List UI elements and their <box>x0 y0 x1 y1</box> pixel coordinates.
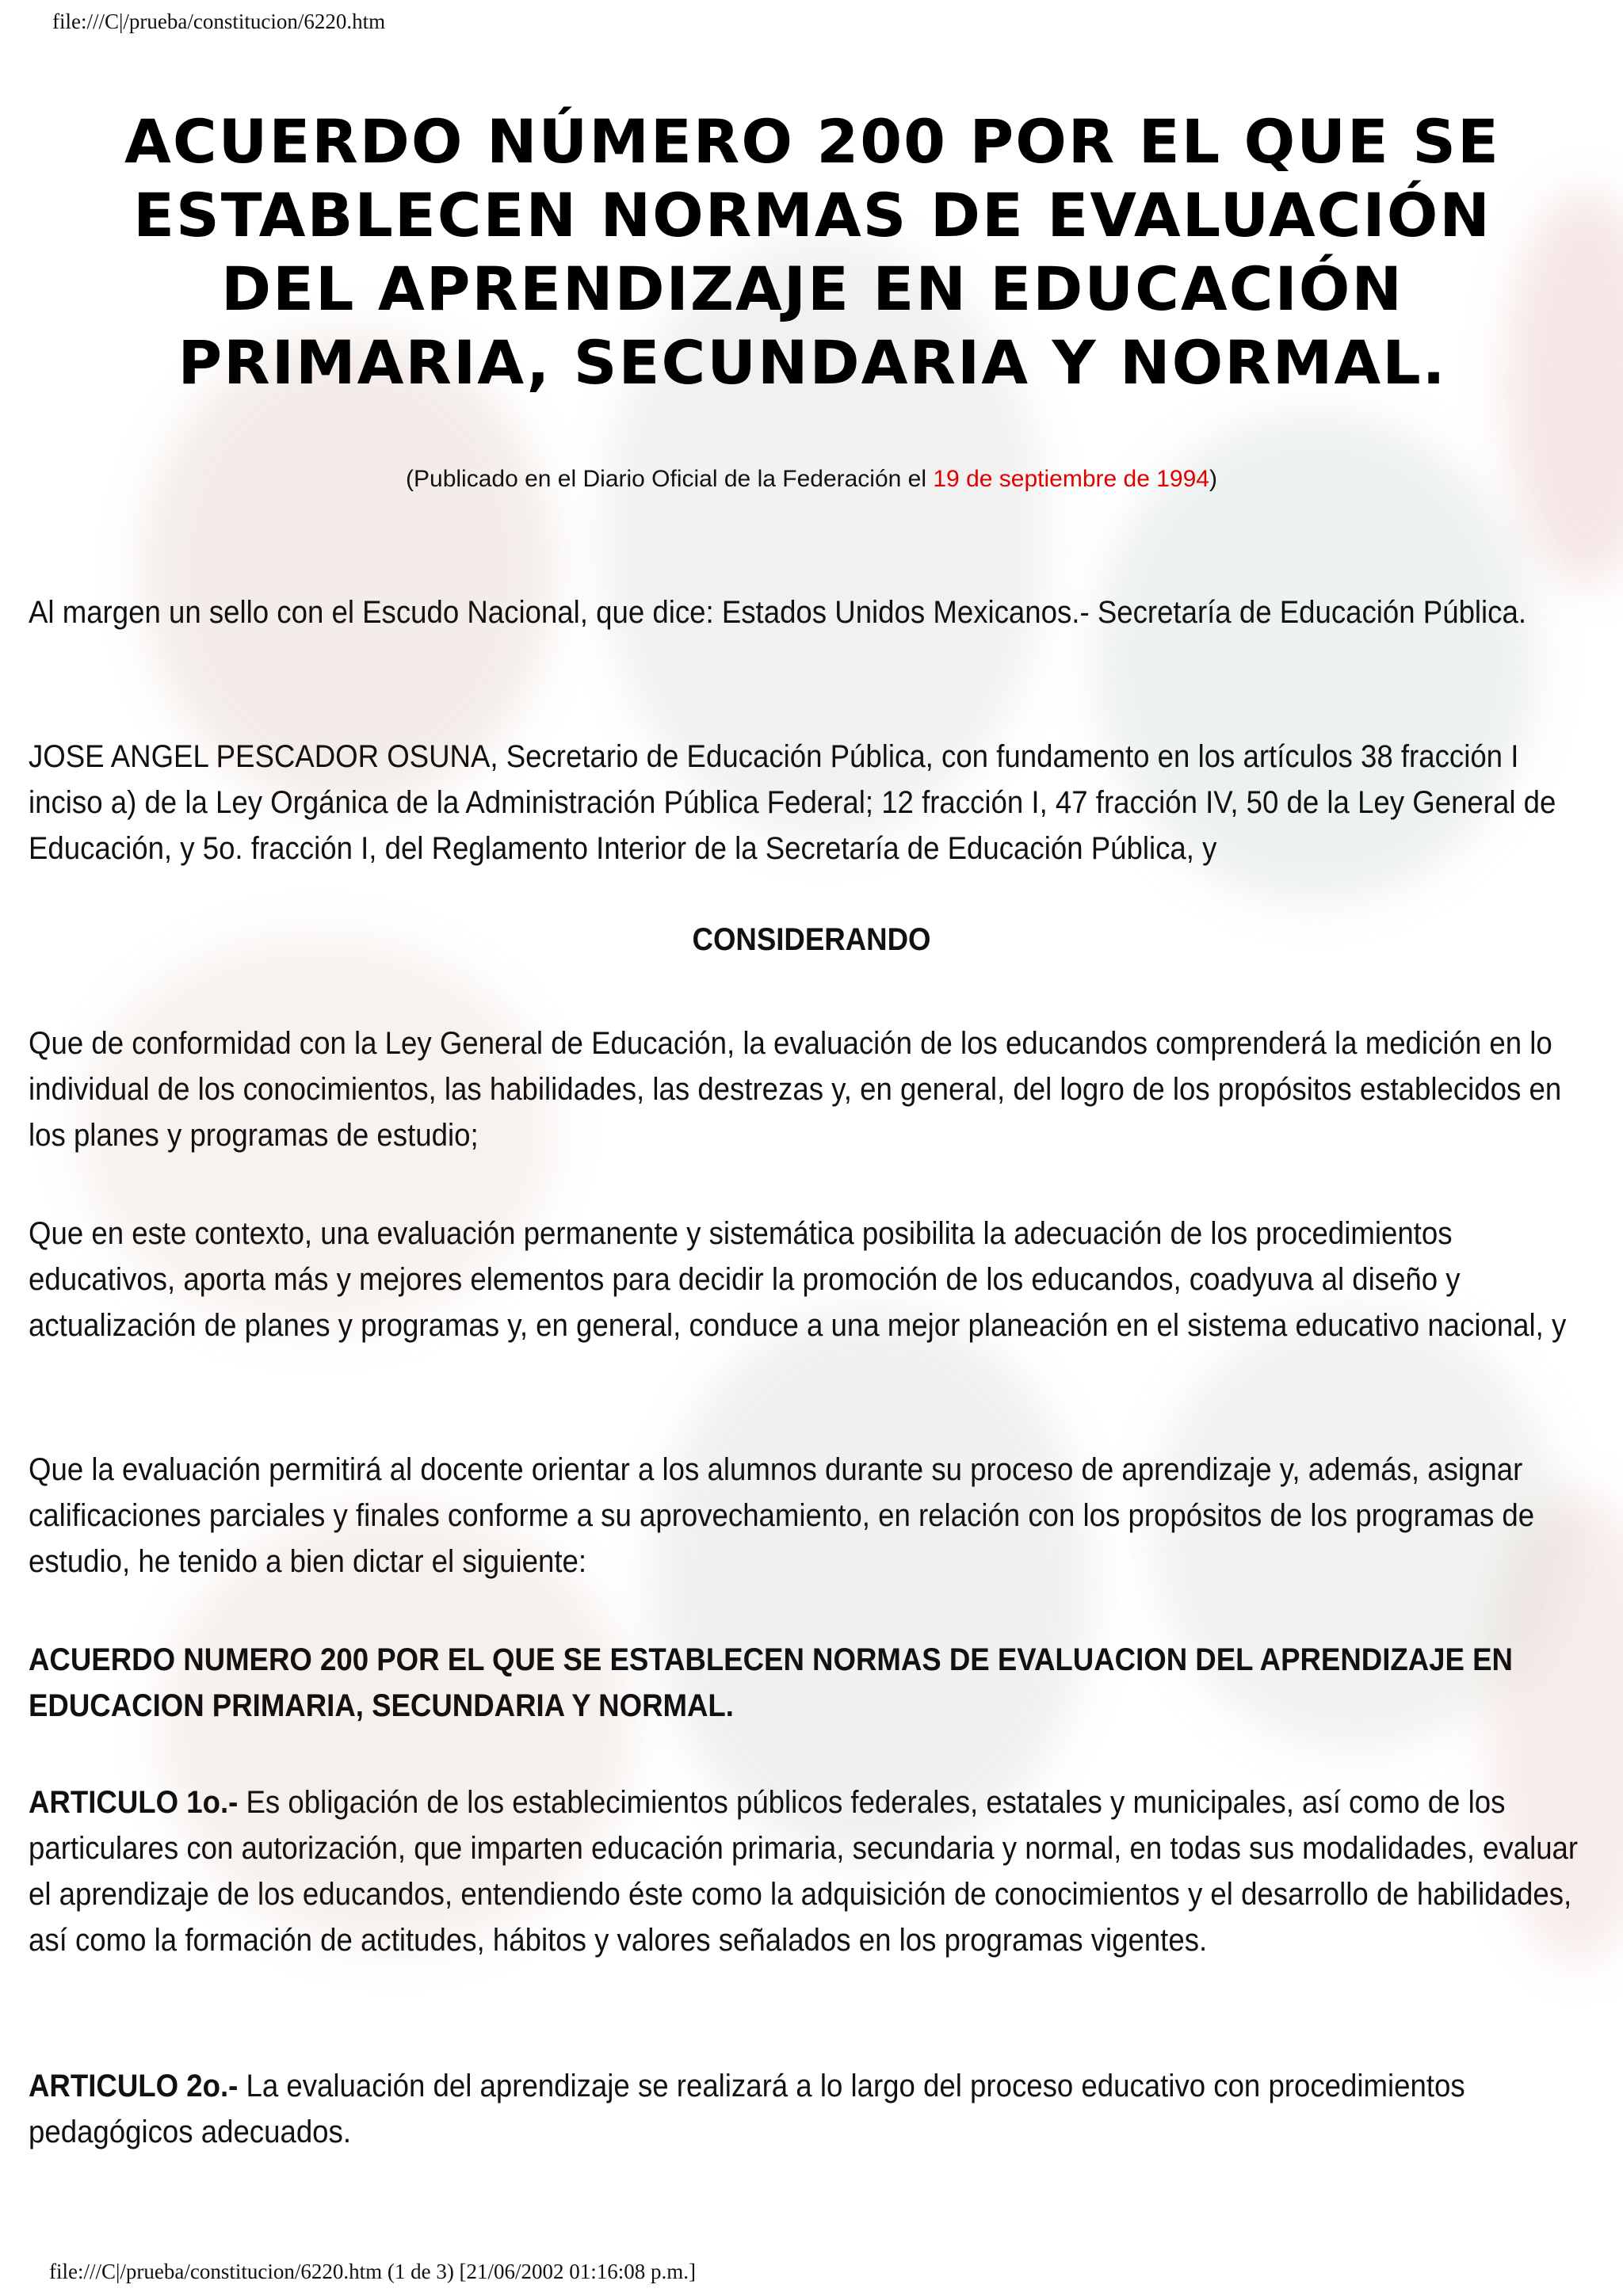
title-line-2: ESTABLECEN NORMAS DE EVALUACIÓN <box>133 180 1491 250</box>
title-line-3: DEL APRENDIZAJE EN EDUCACIÓN <box>221 254 1403 324</box>
articulo-2-text: La evaluación del aprendizaje se realizará a lo largo del proceso educativo con procedimientos pedagógicos adecuados. <box>29 2069 1465 2149</box>
articulo-1-label: ARTICULO 1o.- <box>29 1785 239 1820</box>
articulo-2-label: ARTICULO 2o.- <box>29 2069 239 2103</box>
footer-url: file:///C|/prueba/constitucion/6220.htm (1 de 3) [21/06/2002 01:16:08 p.m.] <box>49 2260 697 2283</box>
document-title <box>48 105 1577 399</box>
publication-close: ) <box>1209 466 1217 492</box>
considerando-heading: CONSIDERANDO <box>692 922 931 957</box>
publication-open: (Publicado en el Diario Oficial de la Federación el <box>406 466 934 492</box>
publication-note <box>0 466 1623 493</box>
paragraph-considerando-3: Que la evaluación permitirá al docente orientar a los alumnos durante su proceso de aprendizaje y, además, asignar calificaciones parciales y finales conforme a su aprovechamiento, en relación con los propósitos de los programas de estudio, he tenido a bien dictar el siguiente: <box>29 1452 1535 1579</box>
paragraph-fundamento: JOSE ANGEL PESCADOR OSUNA, Secretario de Educación Pública, con fundamento en los artículos 38 fracción I inciso a) de la Ley Orgánica de la Administración Pública Federal; 12 fracción I, 47 fracción IV, 50 de la Ley General de Educación, y 5o. fracción I, del Reglamento Interior de la Secretaría de Educación Pública, y <box>29 739 1556 866</box>
paragraph-considerando-2: Que en este contexto, una evaluación permanente y sistemática posibilita la adecuación de los procedimientos educativos, aporta más y mejores elementos para decidir la promoción de los educandos, coadyuva al diseño y actualización de planes y programas y, en general, conduce a una mejor planeación en el sistema educativo nacional, y <box>29 1216 1567 1343</box>
header-url: file:///C|/prueba/constitucion/6220.htm <box>52 10 386 33</box>
articulo-1 <box>29 1779 1594 1963</box>
title-line-1: ACUERDO NÚMERO 200 POR EL QUE SE <box>124 106 1500 177</box>
acuerdo-heading: ACUERDO NUMERO 200 POR EL QUE SE ESTABLECEN NORMAS DE EVALUACION DEL APRENDIZAJE EN EDUCACION PRIMARIA, SECUNDARIA Y NORMAL. <box>29 1642 1513 1723</box>
title-line-4: PRIMARIA, SECUNDARIA Y NORMAL. <box>178 327 1447 398</box>
articulo-2 <box>29 2063 1594 2155</box>
paragraph-sello: Al margen un sello con el Escudo Nacional, que dice: Estados Unidos Mexicanos.- Secretaría de Educación Pública. <box>29 595 1527 630</box>
publication-date: 19 de septiembre de 1994 <box>933 466 1209 492</box>
articulo-1-text: Es obligación de los establecimientos públicos federales, estatales y municipales, así como de los particulares con autorización, que imparten educación primaria, secundaria y normal, en todas sus modalidades, evaluar el aprendizaje de los educandos, entendiendo éste como la adquisición de conocimientos y el desarrollo de habilidades, así como la formación de actitudes, hábitos y valores señalados en los programas vigentes. <box>29 1785 1579 1958</box>
paragraph-considerando-1: Que de conformidad con la Ley General de Educación, la evaluación de los educandos comprenderá la medición en lo individual de los conocimientos, las habilidades, las destrezas y, en general, del logro de los propósitos establecidos en los planes y programas de estudio; <box>29 1026 1562 1153</box>
